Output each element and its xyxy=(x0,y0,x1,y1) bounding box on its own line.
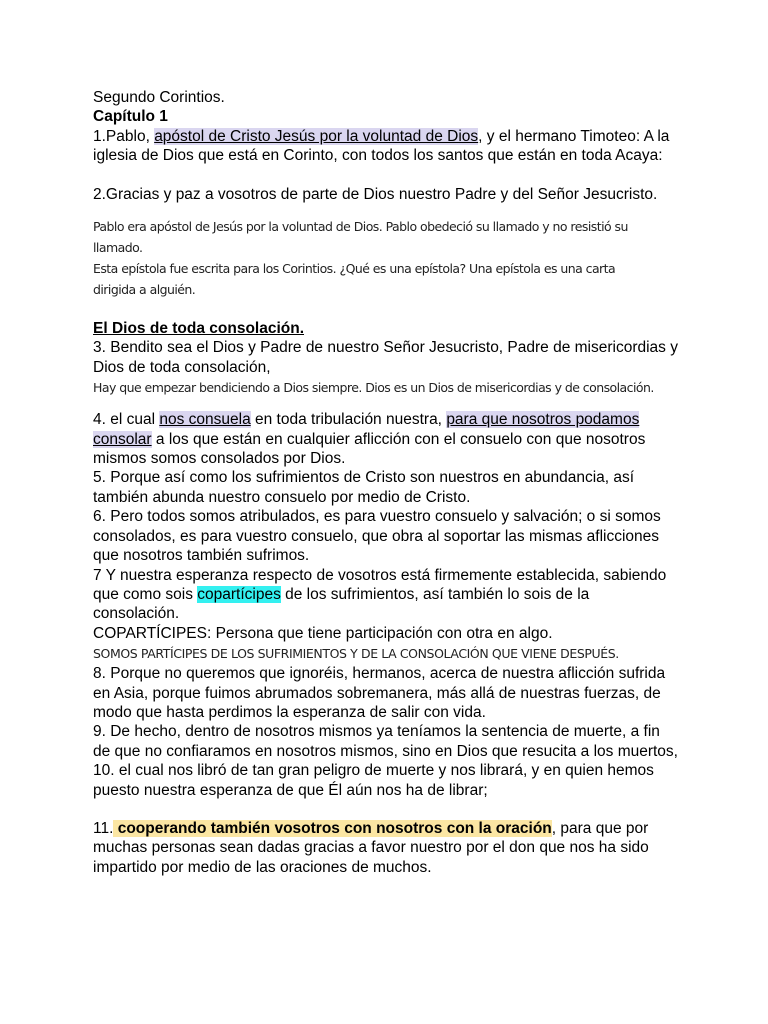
verse-4-line-1: 4. el cual nos consuela en toda tribulación nuestra, para que nosotros podamos xyxy=(93,411,640,429)
verse-3-line-1: 3. Bendito sea el Dios y Padre de nuestro Señor Jesucristo, Padre de misericordias y xyxy=(93,339,678,357)
note-2-line-2: dirigida a alguién. xyxy=(93,282,196,298)
highlight-cooperando: cooperando también vosotros con nosotros con la oración xyxy=(113,819,552,837)
highlight-apostol: apóstol de Cristo Jesús por la voluntad de Dios xyxy=(154,127,479,145)
verse-8-line-2: en Asia, porque fuimos abrumados sobremanera, más allá de nuestras fuerzas, de xyxy=(93,684,661,702)
chapter-heading: Capítulo 1 xyxy=(93,108,168,126)
verse-10-line-2: puesto nuestra esperanza de que Él aún nos ha de librar; xyxy=(93,781,488,799)
verse-5-line-1: 5. Porque así como los sufrimientos de Cristo son nuestros en abundancia, así xyxy=(93,469,635,487)
document-title: Segundo Corintios. xyxy=(93,89,225,106)
note-2-line-1: Esta epístola fue escrita para los Corintios. ¿Qué es una epístola? Una epístola es una carta xyxy=(93,261,616,277)
highlight-para-que: para que nosotros podamos xyxy=(446,411,640,429)
definition: COPARTÍCIPES: Persona que tiene participación con otra en algo. xyxy=(93,624,553,642)
highlight-nos-consuela: nos consuela xyxy=(159,411,251,429)
verse-6-line-2: consolados, es para vuestro consuelo, que obra al soportar las mismas aflicciones xyxy=(93,527,660,545)
note-4: SOMOS PARTÍCIPES DE LOS SUFRIMIENTOS Y DE LA CONSOLACIÓN QUE VIENE DESPUÉS. xyxy=(93,646,619,662)
note-1-line-2: llamado. xyxy=(93,240,143,256)
verse-7-line-3: consolación. xyxy=(93,605,180,623)
verse-7-line-2: que como sois copartícipes de los sufrimientos, así también lo sois de la xyxy=(93,585,590,603)
verse-8-line-1: 8. Porque no queremos que ignoréis, hermanos, acerca de nuestra aflicción sufrida xyxy=(93,665,666,683)
highlight-coparticipes: copartícipes xyxy=(197,585,281,603)
highlight-consolar: consolar xyxy=(93,430,152,448)
verse-3-line-2: Dios de toda consolación, xyxy=(93,358,271,376)
verse-10-line-1: 10. el cual nos libró de tan gran peligro de muerte y nos librará, y en quien hemos xyxy=(93,762,654,780)
verse-6-line-1: 6. Pero todos somos atribulados, es para vuestro consuelo y salvación; o si somos xyxy=(93,508,661,526)
verse-7-line-1: 7 Y nuestra esperanza respecto de vosotros está firmemente establecida, sabiendo xyxy=(93,566,667,584)
note-3: Hay que empezar bendiciendo a Dios siempre. Dios es un Dios de misericordias y de consolación. xyxy=(93,380,654,396)
verse-1-line-1: 1.Pablo, apóstol de Cristo Jesús por la voluntad de Dios, y el hermano Timoteo: A la xyxy=(93,127,670,145)
verse-1-line-2: iglesia de Dios que está en Corinto, con todos los santos que están en toda Acaya: xyxy=(93,147,663,165)
section-heading: El Dios de toda consolación. xyxy=(93,320,305,338)
verse-4-line-2: consolar a los que están en cualquier aflicción con el consuelo con que nosotros xyxy=(93,430,646,448)
verse-2: 2.Gracias y paz a vosotros de parte de Dios nuestro Padre y del Señor Jesucristo. xyxy=(93,185,658,203)
verse-11-line-3: impartido por medio de las oraciones de muchos. xyxy=(93,858,432,876)
note-1-line-1: Pablo era apóstol de Jesús por la voluntad de Dios. Pablo obedeció su llamado y no resistió su xyxy=(93,219,628,235)
verse-8-line-3: modo que hasta perdimos la esperanza de salir con vida. xyxy=(93,703,486,721)
verse-9-line-2: de que no confiaramos en nosotros mismos, sino en Dios que resucita a los muertos, xyxy=(93,742,678,760)
verse-4-line-3: mismos somos consolados por Dios. xyxy=(93,450,346,468)
verse-5-line-2: también abunda nuestro consuelo por medio de Cristo. xyxy=(93,488,471,506)
verse-11-line-2: muchas personas sean dadas gracias a favor nuestro por el don que nos ha sido xyxy=(93,839,649,857)
document-page xyxy=(93,88,755,877)
verse-6-line-3: que nosotros también sufrimos. xyxy=(93,547,310,565)
verse-11-line-1: 11. cooperando también vosotros con nosotros con la oración, para que por xyxy=(93,819,649,837)
verse-9-line-1: 9. De hecho, dentro de nosotros mismos ya teníamos la sentencia de muerte, a fin xyxy=(93,723,660,741)
